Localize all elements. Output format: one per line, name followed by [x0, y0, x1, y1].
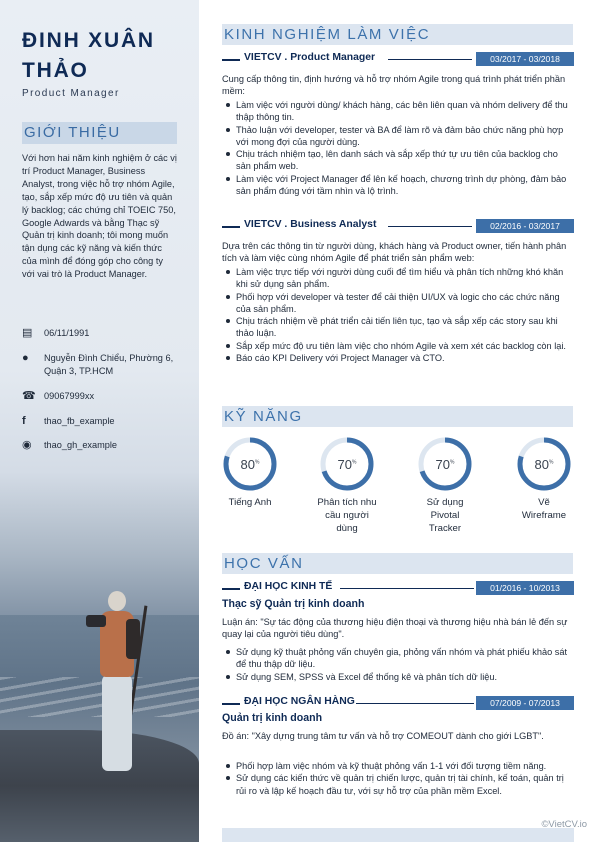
education-heading: HỌC VẤN [222, 553, 573, 574]
skill-percent: 80% [534, 457, 554, 472]
list-item: Sử dụng kỹ thuật phỏng vấn chuyên gia, phỏng vấn nhóm và phát phiếu khảo sát để thu thập dữ liệu. [222, 646, 574, 671]
watermark[interactable]: ©VietCV.io [541, 819, 587, 830]
job-2-header [222, 219, 574, 235]
list-item: Sắp xếp mức độ ưu tiên làm việc cho nhóm Agile và xem xét các backlog còn lại. [222, 340, 574, 352]
list-item: Làm việc với người dùng/ khách hàng, các bên liên quan và nhóm delivery để thu thập thông tin. [222, 99, 574, 124]
job-1-summary: Cung cấp thông tin, định hướng và hỗ trợ nhóm Agile trong quá trình phát triển phần mềm: [222, 74, 566, 97]
list-item: Sử dụng SEM, SPSS và Excel để thống kê và phân tích dữ liệu. [222, 671, 574, 683]
job-rule [388, 226, 472, 227]
school-1-name: ĐẠI HỌC KINH TẾ [244, 581, 333, 592]
contact-address [22, 352, 192, 378]
job-1-bullets [222, 99, 574, 197]
contact-phone [22, 390, 192, 403]
job-marker [222, 226, 240, 228]
school-1-degree: Thạc sỹ Quản trị kinh doanh [222, 598, 365, 610]
job-1-date: 03/2017 - 03/2018 [476, 52, 574, 66]
school-2-degree: Quản trị kinh doanh [222, 712, 323, 724]
skill-label: Sử dụng Pivotal Tracker [426, 497, 464, 534]
list-item: Phối hợp làm việc nhóm và kỹ thuật phỏng vấn 1-1 với đối tượng tiềm năng. [222, 760, 574, 772]
school-1-thesis: Luận án: "Sự tác động của thương hiệu điện thoại và thương hiệu nhà bán lẻ đến sự quay lại của người tiêu dùng". [222, 617, 568, 640]
phone-icon: ☎ [22, 390, 36, 402]
figure-head [108, 591, 126, 611]
intro-heading: GIỚI THIỆU [22, 122, 177, 144]
school-2-bullets [222, 760, 574, 797]
camera-icon [86, 615, 106, 627]
job-1-title: VIETCV . Product Manager [244, 52, 376, 63]
list-item: Chịu trách nhiệm về phát triển cải tiến liên tục, tạo và sắp xếp các story sau khi thảo luận. [222, 315, 574, 340]
skill-percent: 80% [240, 457, 260, 472]
calendar-icon: ▤ [22, 327, 33, 339]
facebook-icon: f [22, 415, 26, 427]
skill-item [307, 436, 387, 535]
job-1-header [222, 52, 574, 68]
list-item: Thảo luận với developer, tester và BA để làm rõ và đảm bảo chức năng phù hợp với mong đợi của người dùng. [222, 124, 574, 149]
list-item: Phối hợp với developer và tester để cải thiện UI/UX và logic cho các chức năng của sản phẩm. [222, 291, 574, 316]
school-2-thesis: Đồ án: "Xây dựng trung tâm tư vấn và hỗ trợ COMEOUT dành cho giới LGBT". [222, 731, 544, 741]
school-2-date: 07/2009 - 07/2013 [476, 696, 574, 710]
job-rule [388, 59, 472, 60]
job-2-date: 02/2016 - 03/2017 [476, 219, 574, 233]
github-value[interactable]: thao_gh_example [44, 440, 118, 450]
phone-value: 09067999xx [44, 391, 95, 401]
school-marker [222, 703, 240, 705]
school-marker [222, 588, 240, 590]
skill-label: Tiếng Anh [228, 497, 272, 508]
skill-label: Vẽ Wireframe [521, 497, 567, 521]
birthday-value: 06/11/1991 [44, 328, 90, 338]
intro-text: Với hơn hai năm kinh nghiệm ở các vị trí Product Manager, Business Analyst, trong việc hỗ trợ nhóm Agile, tạo, sắp xếp mức độ ưu tiên và quản lý backlog; các chứng chỉ TOEIC 750, Google Adwards và bằng Thạc sỹ Quản trị kinh doanh; tôi mong muốn tận dụng các kỹ năng và kiến thức của mình để đóng góp cho công ty với vai trò là Product Manager. [22, 153, 177, 280]
skill-item [405, 436, 485, 535]
candidate-name: ĐINH XUÂN THẢO [22, 29, 155, 82]
job-2-title: VIETCV . Business Analyst [244, 219, 377, 230]
skill-item [504, 436, 584, 522]
school-1-header [222, 581, 574, 597]
school-rule [356, 703, 474, 704]
figure-legs [102, 675, 132, 771]
job-marker [222, 59, 240, 61]
list-item: Làm việc với Project Manager để lên kế hoạch, chương trình dự phòng, đảm bảo sản phẩm đúng với tầm nhìn và lộ trình. [222, 173, 574, 198]
contact-github[interactable] [22, 439, 192, 452]
skill-label: Phân tích nhu cầu người dùng [317, 497, 377, 534]
job-2-bullets [222, 266, 574, 364]
candidate-role: Product Manager [22, 88, 120, 99]
school-rule [340, 588, 474, 589]
facebook-value[interactable]: thao_fb_example [44, 416, 115, 426]
list-item: Làm việc trực tiếp với người dùng cuối để tìm hiểu và phân tích những khó khăn khi sử dụng sản phẩm. [222, 266, 574, 291]
footer-bar [222, 828, 574, 842]
address-value: Nguyễn Đình Chiểu, Phường 6, Quận 3, TP.HCM [44, 353, 174, 376]
school-1-bullets [222, 646, 574, 683]
photographer-figure [78, 585, 158, 785]
school-2-header [222, 696, 574, 712]
job-2-summary: Dựa trên các thông tin từ người dùng, khách hàng và Product owner, tiến hành phân tích và làm việc cùng nhóm Agile để phát triển sản phẩm web: [222, 241, 567, 264]
list-item: Báo cáo KPI Delivery với Project Manager và CTO. [222, 352, 574, 364]
experience-heading: KINH NGHIỆM LÀM VIỆC [222, 24, 573, 45]
contact-birthday [22, 327, 192, 340]
school-2-name: ĐẠI HỌC NGÂN HÀNG [244, 696, 355, 707]
skill-percent: 70% [337, 457, 357, 472]
skill-item [210, 436, 290, 509]
github-icon: ◉ [22, 439, 32, 451]
skill-percent: 70% [435, 457, 455, 472]
list-item: Sử dụng các kiến thức về quản trị chiến lược, quản trị tài chính, kế toán, quản trị rủi ro và lập kế hoạch đầu tư, với sự hỗ trợ của phần mềm Excel. [222, 772, 574, 797]
school-1-date: 01/2016 - 10/2013 [476, 581, 574, 595]
figure-backpack [126, 619, 140, 659]
location-pin-icon: ● [22, 352, 29, 364]
skills-heading: KỸ NĂNG [222, 406, 573, 427]
list-item: Chịu trách nhiệm tạo, lên danh sách và sắp xếp thứ tự ưu tiên của backlog cho sản phẩm web. [222, 148, 574, 173]
contact-facebook[interactable] [22, 415, 192, 428]
